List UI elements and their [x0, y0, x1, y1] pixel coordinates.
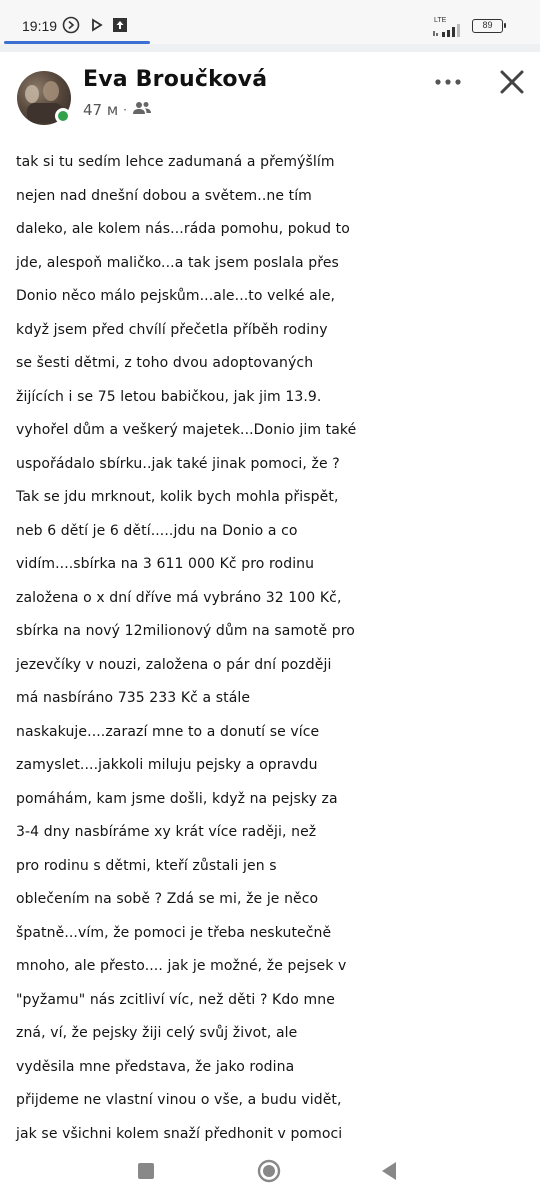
signal-icon — [432, 22, 468, 41]
back-icon[interactable] — [374, 1156, 404, 1186]
divider — [0, 44, 540, 52]
online-status-dot — [55, 108, 71, 124]
battery-icon: 89 — [472, 19, 503, 33]
meta-separator: · — [123, 103, 127, 117]
status-time: 19:19 — [22, 18, 58, 34]
close-icon[interactable] — [496, 66, 528, 98]
post-line: pomáhám, kam jsme došli, když na pejsky za — [16, 790, 338, 807]
post-line: jak se všichni kolem snaží předhonit v pomoci — [16, 1125, 343, 1142]
post-line: tak si tu sedím lehce zadumaná a přemýšlím — [16, 154, 335, 170]
post-line: přijdeme ne vlastní vinou o vše, a budu vidět, — [16, 1092, 342, 1108]
post-line: 3-4 dny nasbíráme xy krát více raději, než — [16, 824, 317, 840]
post-text — [16, 146, 528, 1151]
post-line: špatně...vím, že pomoci je třeba neskutečně — [16, 924, 332, 941]
post-line: jezevčíky v nouzi, založena o pár dní později — [16, 656, 332, 673]
post-line: žijících i se 75 letou babičkou, jak jim 13.9. — [16, 388, 322, 405]
post-meta — [83, 100, 152, 120]
post-time[interactable]: 47 м — [83, 101, 119, 119]
post-line: sbírka na nový 12milionový dům na samotě pro — [16, 623, 355, 639]
system-nav-bar — [0, 1142, 540, 1200]
post-line: vyhořel dům a veškerý majetek...Donio jim také — [16, 422, 357, 438]
post-line: když jsem před chvílí přečetla příběh rodiny — [16, 321, 328, 338]
post-line: oblečením na sobě ? Zdá se mi, že je něco — [16, 891, 319, 907]
post-line: neb 6 dětí je 6 dětí.....jdu na Donio a co — [16, 522, 298, 539]
post-line: Tak se jdu mrknout, kolik bych mohla přispět, — [16, 489, 339, 505]
post-line: zná, ví, že pejsky žiji celý svůj život, ale — [16, 1025, 298, 1041]
post-line: naskakuje....zarazí mne to a donutí se více — [16, 723, 320, 740]
recent-apps-icon[interactable] — [131, 1156, 161, 1186]
post-line: mnoho, ale přesto.... jak je možné, že pejsek v — [16, 958, 347, 974]
dnd-icon — [62, 16, 80, 38]
post-line: Donio něco málo pejskům...ale...to velké ale, — [16, 288, 336, 304]
post-line: daleko, ale kolem nás...ráda pomohu, pokud to — [16, 221, 350, 237]
upload-icon — [112, 16, 128, 38]
post-line: má nasbíráno 735 233 Kč a stále — [16, 690, 251, 706]
post-line: uspořádalo sbírku..jak také jinak pomoci, že ? — [16, 455, 340, 472]
friends-icon — [132, 100, 152, 120]
post-line: vidím....sbírka na 3 611 000 Kč pro rodinu — [16, 556, 315, 572]
post-line: založena o x dní dříve má vybráno 32 100 Kč, — [16, 589, 342, 606]
post-line: zamyslet....jakkoli miluju pejsky a opravdu — [16, 757, 318, 773]
play-icon — [90, 16, 104, 38]
more-icon[interactable] — [432, 70, 464, 94]
post-line: pro rodinu s dětmi, kteří zůstali jen s — [16, 857, 277, 874]
post-line: vyděsila mne představa, že jako rodina — [16, 1058, 295, 1075]
home-icon[interactable] — [254, 1156, 284, 1186]
network-label: LTE — [434, 17, 447, 24]
post-line: nejen nad dnešní dobou a světem..ne tím — [16, 187, 312, 204]
author-name[interactable]: Eva Broučková — [83, 67, 268, 92]
post-line: "pyžamu" nás zcitliví víc, než děti ? Kdo mne — [16, 991, 335, 1008]
post-line: jde, alespoň maličko...a tak jsem poslala přes — [16, 254, 339, 271]
post-line: se šesti dětmi, z toho dvou adoptovaných — [16, 355, 314, 371]
status-bar — [0, 0, 540, 44]
